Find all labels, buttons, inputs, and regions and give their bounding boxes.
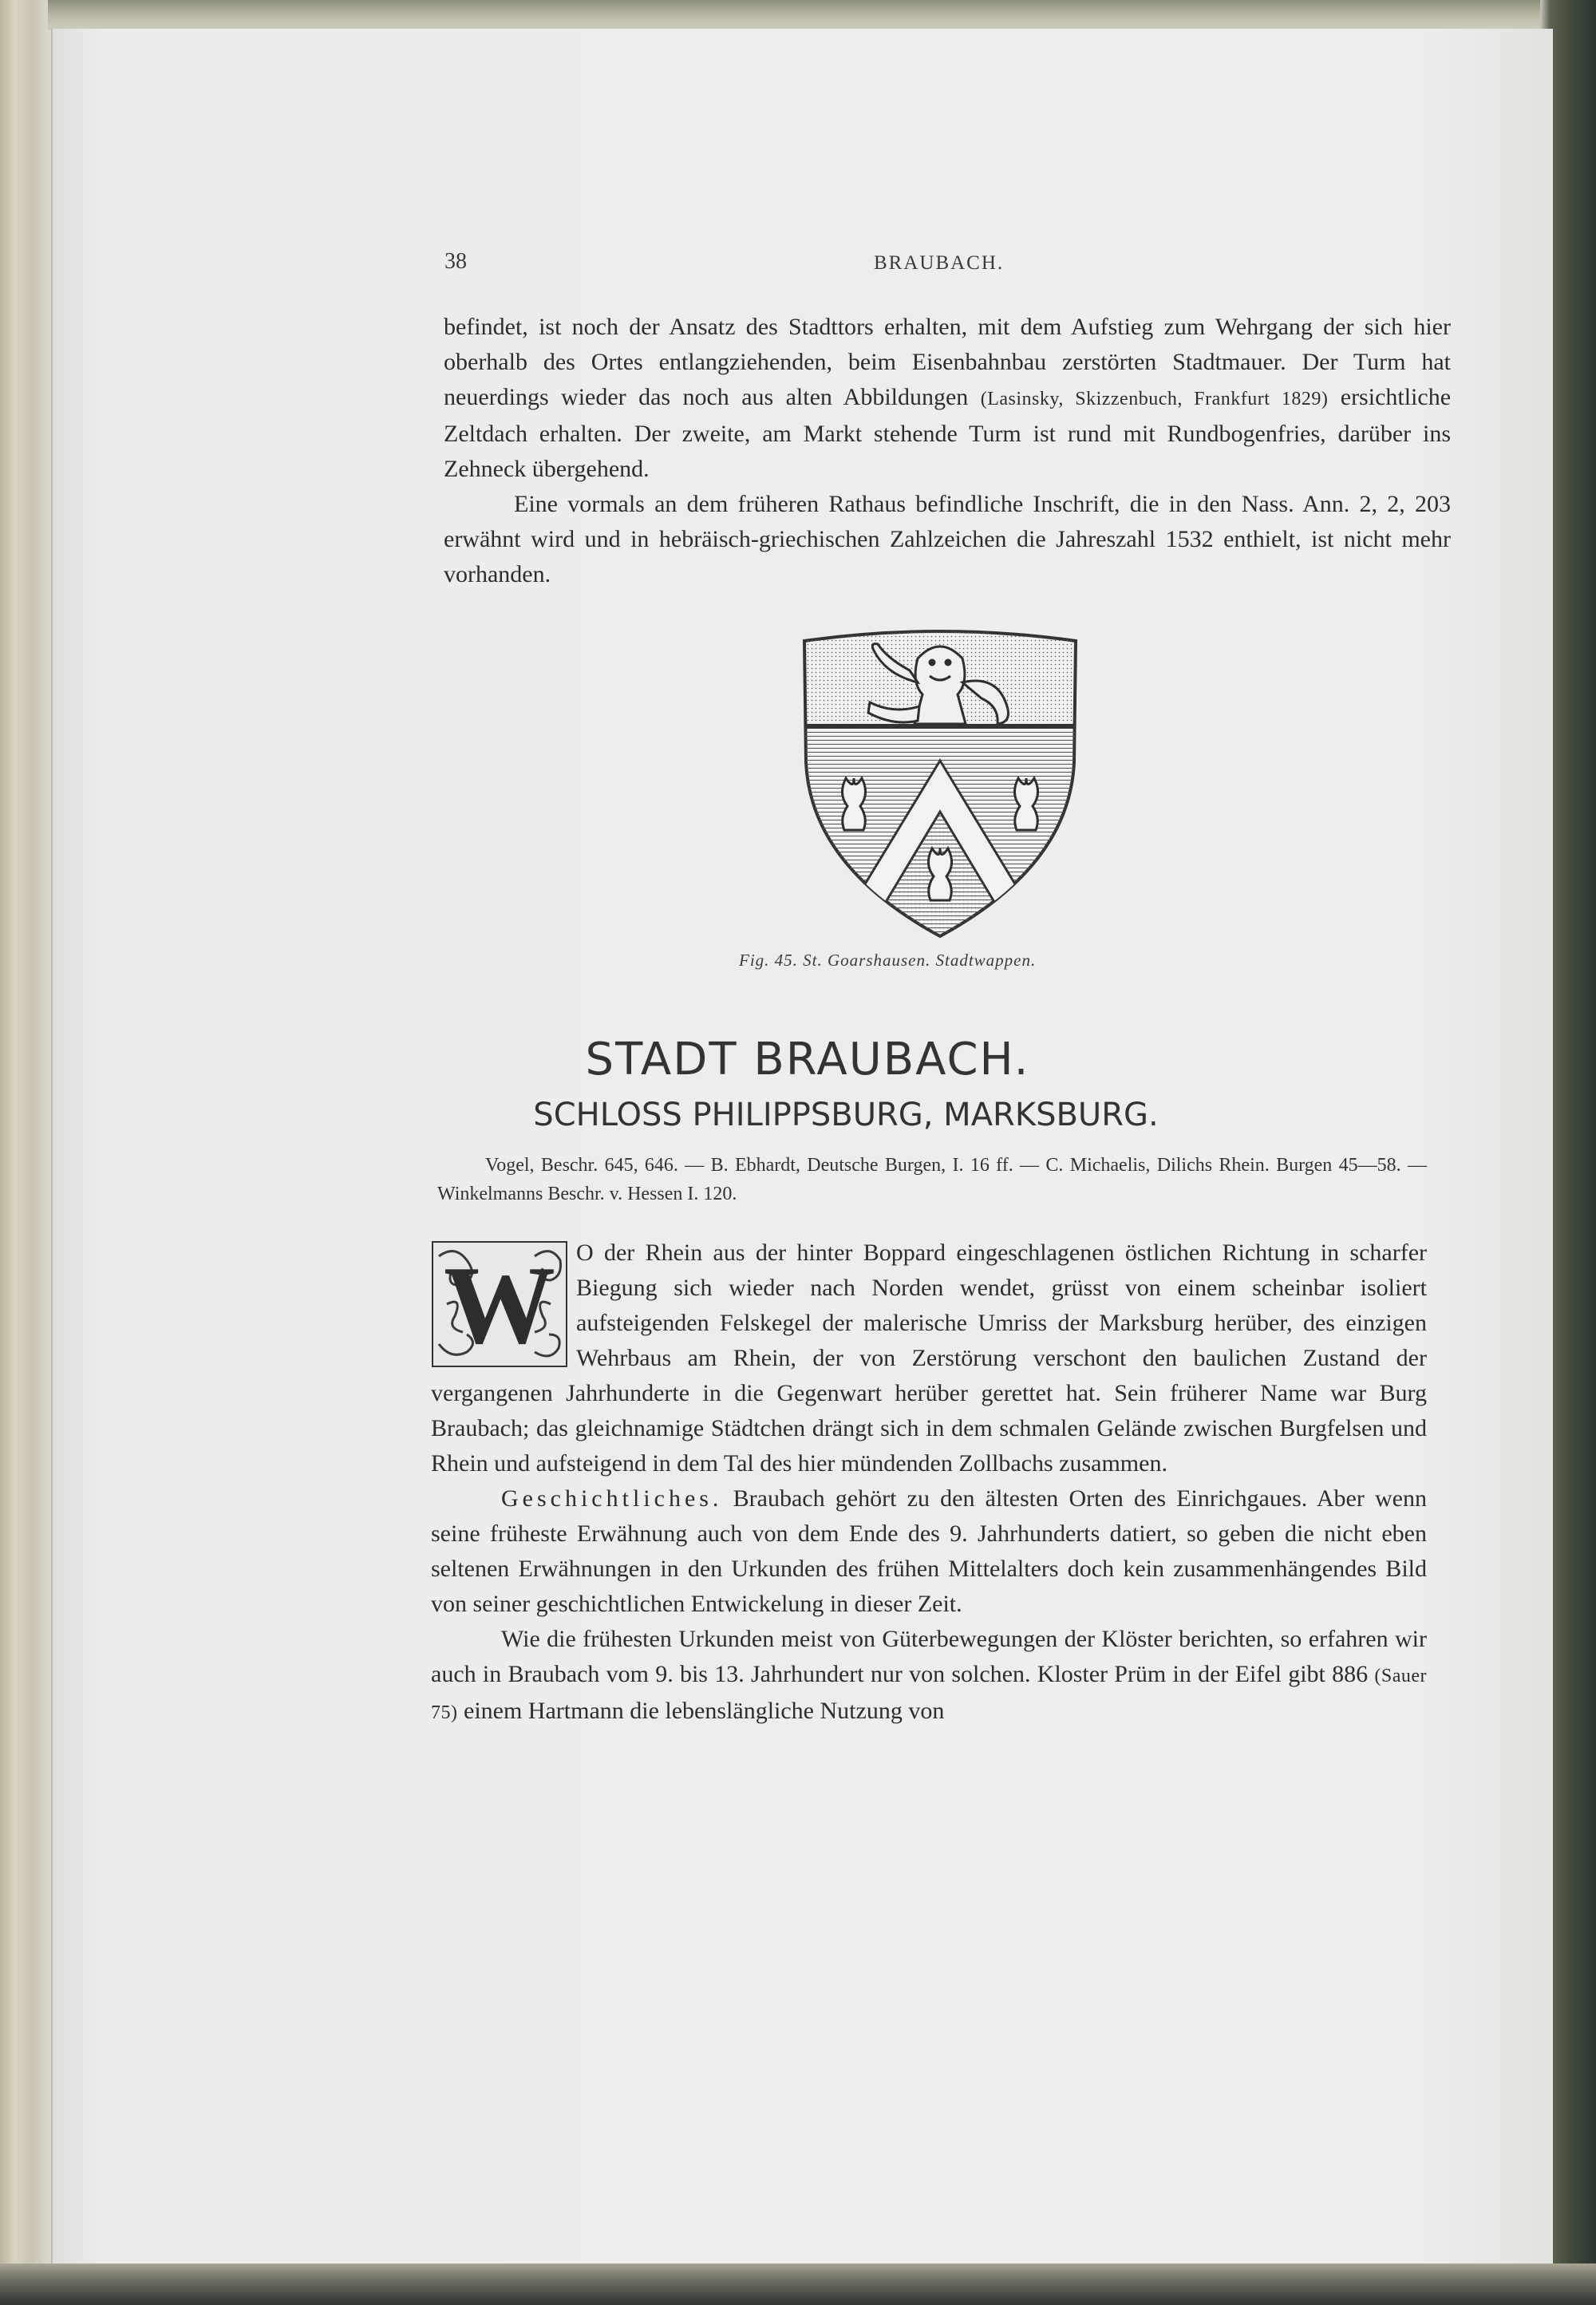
book-top-edge	[48, 0, 1564, 30]
body-paragraph-1: O der Rhein aus der hinter Boppard eingeschlagenen östlichen Richtung in scharfer Biegung sich wieder nach Norden wendet, grüsst von einem scheinbar isoliert aufsteigenden Felskegel der malerische Umriss der Marksburg herüber, des einzigen Wehrbaus am Rhein, der von Zerstörung verschont den baulichen Zustand der vergangenen Jahrhunderte in die Gegenwart herüber gerettet hat. Sein früherer Name war Burg Braubach; das gleichnamige Städtchen drängt sich in dem schmalen Gelände zwischen Burgfelsen und Rhein und aufsteigend in dem Tal des hier mündenden Zollbachs zusammen.	[431, 1239, 1427, 1477]
page-number: 38	[444, 249, 467, 274]
coat-of-arms-icon	[798, 627, 1082, 939]
intro-paragraph-1: befindet, ist noch der Ansatz des Stadttors erhalten, mit dem Aufstieg zum Wehrgang der sich hier oberhalb des Ortes entlangziehenden, beim Eisenbahnbau zerstörten Stadtmauer. Der Turm hat neuerdings wieder das noch aus alten Abbildungen (Lasinsky, Skizzenbuch, Frankfurt 1829) ersichtliche Zeltdach erhalten. Der zweite, am Markt stehende Turm ist rund mit Rundbogenfries, darüber ins Zehneck übergehend.	[444, 314, 1452, 482]
citation: (Sauer 75)	[431, 1666, 1427, 1723]
book-bottom-edge	[0, 2263, 1596, 2305]
body-paragraph-3: Wie die frühesten Urkunden meist von Güterbewegungen der Klöster berichten, so erfahren wir auch in Braubach vom 9. bis 13. Jahrhundert nur von solchen. Kloster Prüm in der Eifel gibt 886 (Sauer 75) einem Hartmann die lebenslängliche Nutzung von	[431, 1626, 1427, 1724]
citation: (Lasinsky, Skizzenbuch, Frankfurt 1829)	[980, 389, 1329, 409]
body-paragraph-2: Geschichtliches. Braubach gehört zu den ältesten Orten des Einrichgaues. Aber wenn seine früheste Erwähnung auch von dem Ende des 9. Jahrhunderts datiert, so geben die nicht eben seltenen Erwähnungen in den Urkunden des frühen Mittelalters doch kein zusammenhängendes Bild von seiner geschichtlichen Entwickelung in dieser Zeit.	[431, 1485, 1427, 1617]
section-lead: Geschichtliches.	[501, 1485, 723, 1512]
running-head-title: BRAUBACH.	[874, 252, 1005, 274]
figure-caption: Fig. 45. St. Goarshausen. Stadtwappen.	[739, 951, 1037, 970]
section-title: STADT BRAUBACH.	[585, 1034, 1030, 1085]
body-text	[431, 1236, 1427, 1730]
section-subtitle: SCHLOSS PHILIPPSBURG, MARKSBURG.	[533, 1097, 1159, 1133]
bibliography-references: Vogel, Beschr. 645, 646. — B. Ebhardt, Deutsche Burgen, I. 16 ff. — C. Michaelis, Dilichs Rhein. Burgen 45—58. — Winkelmanns Beschr. v. Hessen I. 120.	[437, 1155, 1427, 1204]
svg-text:W: W	[444, 1243, 555, 1367]
intro-paragraph-2: Eine vormals an dem früheren Rathaus befindliche Inschrift, die in den Nass. Ann. 2, 2, 203 erwähnt wird und in hebräisch-griechischen Zahlzeichen die Jahreszahl 1532 enthielt, ist nicht mehr vorhanden.	[444, 491, 1451, 587]
intro-text	[444, 310, 1451, 592]
ornamental-initial-icon	[431, 1240, 568, 1368]
running-head	[0, 249, 1596, 281]
